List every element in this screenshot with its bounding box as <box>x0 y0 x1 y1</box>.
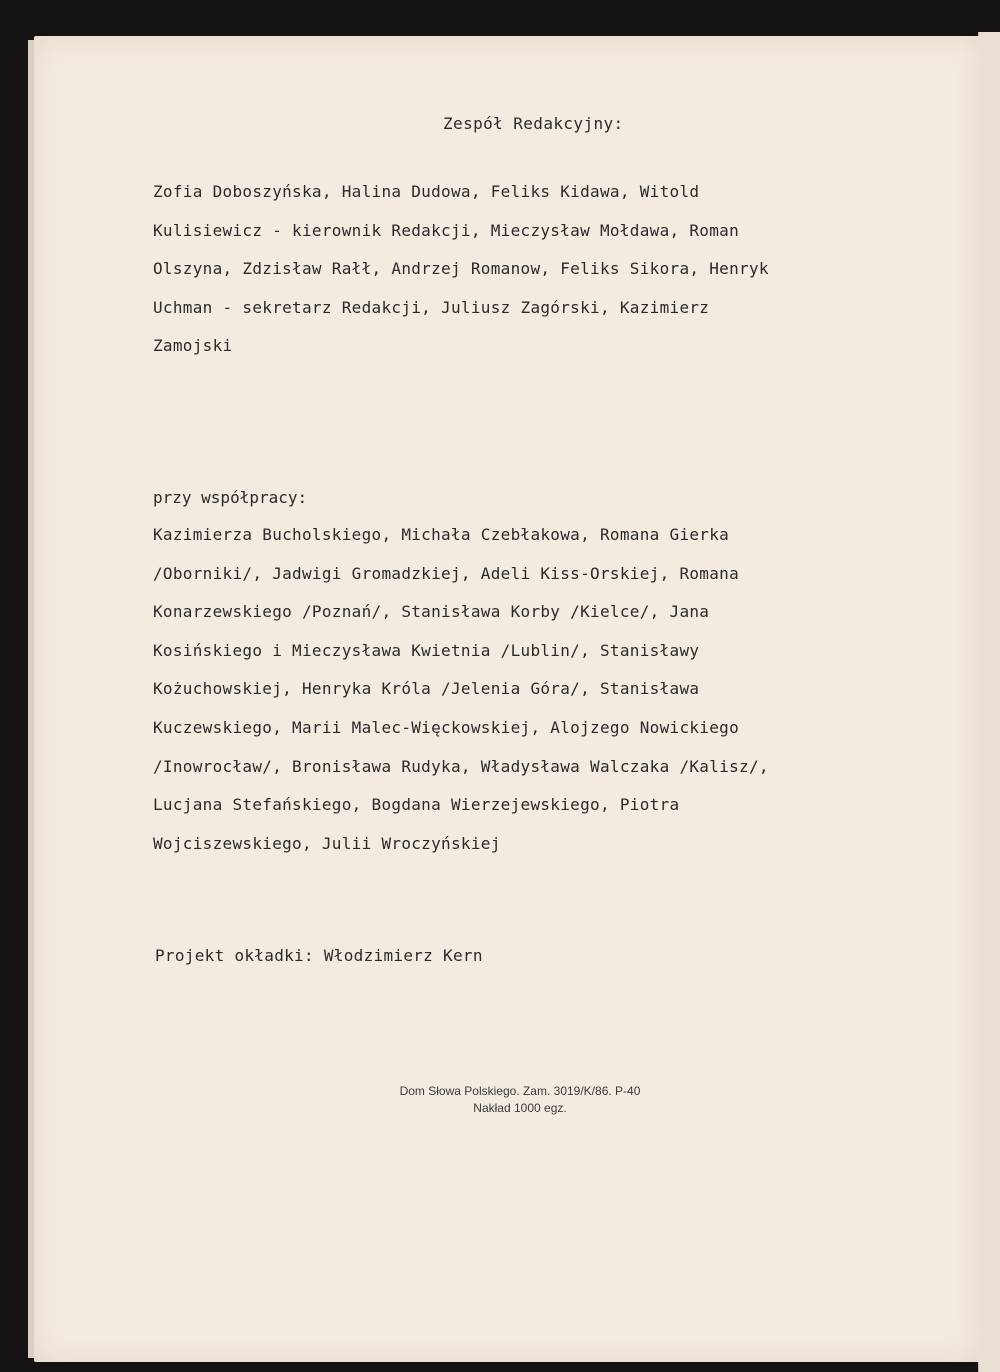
editors-line: Kulisiewicz - kierownik Redakcji, Mieczysław Mołdawa, Roman <box>153 220 740 240</box>
collaborators-line: Kożuchowskiej, Henryka Króla /Jelenia Góra/, Stanisława <box>153 679 700 699</box>
collaborators-line: Kuczewskiego, Marii Malec-Więckowskiej, Alojzego Nowickiego <box>153 717 740 737</box>
editorial-team-list <box>153 173 769 366</box>
collaborators-line: /Inowrocław/, Bronisława Rudyka, Władysława Walczaka /Kalisz/, <box>153 756 769 776</box>
adjacent-page-edge <box>978 32 1000 1372</box>
editors-line: Uchman - sekretarz Redakcji, Juliusz Zagórski, Kazimierz <box>153 297 710 317</box>
imprint-line: Nakład 1000 egz. <box>473 1101 567 1115</box>
editorial-team-heading: Zespół Redakcyjny: <box>443 114 624 133</box>
imprint-line: Dom Słowa Polskiego. Zam. 3019/K/86. P-40 <box>399 1084 641 1098</box>
collaborators-line: Lucjana Stefańskiego, Bogdana Wierzejewskiego, Piotra <box>153 795 680 815</box>
collaboration-heading: przy współpracy: <box>153 488 308 507</box>
collaborators-line: Konarzewskiego /Poznań/, Stanisława Korby /Kielce/, Jana <box>153 602 710 622</box>
editors-line: Zofia Doboszyńska, Halina Dudowa, Feliks Kidawa, Witold <box>153 182 700 201</box>
editors-line: Zamojski <box>153 336 233 356</box>
collaborators-line: Wojciszewskiego, Julii Wroczyńskiej <box>153 833 501 853</box>
printing-imprint <box>330 1083 710 1117</box>
cover-design-credit: Projekt okładki: Włodzimierz Kern <box>155 946 483 965</box>
editors-line: Olszyna, Zdzisław Rałł, Andrzej Romanow, Feliks Sikora, Henryk <box>153 259 769 279</box>
collaborators-line: /Oborniki/, Jadwigi Gromadzkiej, Adeli Kiss-Orskiej, Romana <box>153 563 740 583</box>
collaborators-list <box>153 516 769 863</box>
collaborators-line: Kazimierza Bucholskiego, Michała Czebłakowa, Romana Gierka <box>153 525 730 544</box>
collaborators-line: Kosińskiego i Mieczysława Kwietnia /Lublin/, Stanisławy <box>153 640 700 660</box>
